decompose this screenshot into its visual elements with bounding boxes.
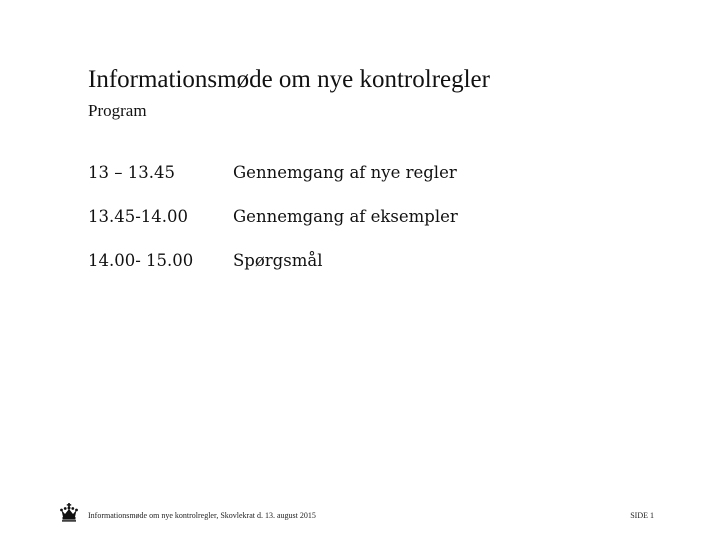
slide-title: Informationsmøde om nye kontrolregler	[88, 66, 490, 93]
slide-subtitle: Program	[88, 101, 147, 120]
agenda-item	[88, 194, 648, 238]
agenda-time: 13.45-14.00	[88, 206, 189, 226]
agenda-item	[88, 238, 648, 282]
agenda-topic: Gennemgang af eksempler	[233, 206, 458, 226]
page-number: SIDE 1	[630, 511, 654, 520]
crown-logo-icon	[58, 502, 80, 524]
agenda-time: 14.00- 15.00	[88, 250, 194, 270]
crown-logo-svg	[58, 502, 80, 524]
footer-text: Informationsmøde om nye kontrolregler, Skovlekrat d. 13. august 2015	[88, 511, 316, 520]
agenda-topic: Spørgsmål	[233, 250, 323, 270]
agenda-time: 13 – 13.45	[88, 162, 175, 182]
agenda-list	[88, 150, 648, 282]
agenda-topic: Gennemgang af nye regler	[233, 162, 457, 182]
agenda-item	[88, 150, 648, 194]
